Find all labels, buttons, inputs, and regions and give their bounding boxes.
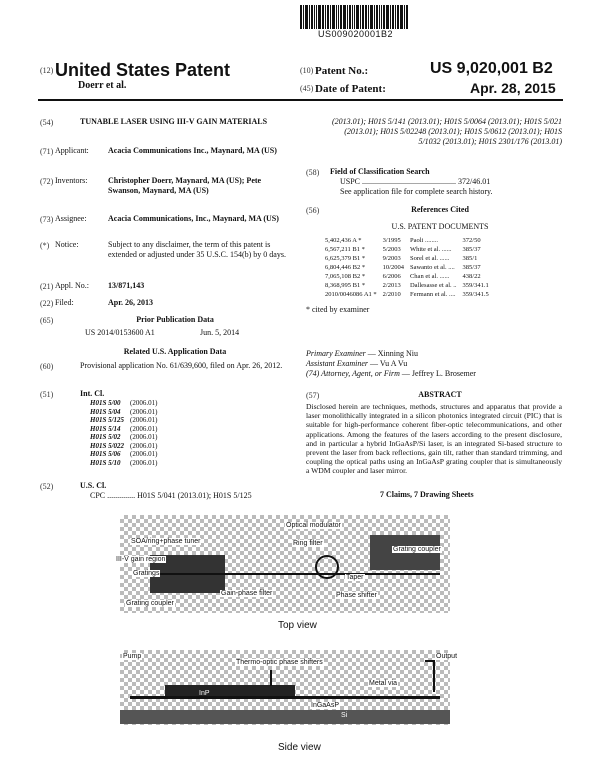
inventors-text: Christopher Doerr, Maynard, MA (US); Pete Swanson, Maynard, MA (US)	[108, 176, 262, 195]
abstract-code: (57)	[306, 391, 320, 400]
label-gain-region: III-V gain region	[116, 556, 166, 563]
label-ingaasp: InGaAsP	[311, 702, 340, 709]
abstract-text: Disclosed herein are techniques, methods, structures and apparatus that provide a laser monolithically integrated in a silicon photonics integrated circuit (PIC) that is suitable for high-performance coherent fiber-optic telecommunications, and other applications. Among the features of the lasers according to the present disclosure, and in particular a hybrid InGaAsP/Si laser, is an integrated Si-based structure to prevent the laser from back reflections, gain tilt, rather than standard trimming, and coupling the optical paths using an InGaAsP grating coupler that is simultaneously a WDM coupler and laser mirror.	[306, 402, 562, 476]
intcl-version: (2006.01)	[130, 407, 158, 416]
intcl-class: H01S 5/125	[90, 416, 125, 424]
filed-code: (22)	[40, 299, 54, 308]
uscl-code: (52)	[40, 482, 54, 491]
field-title: Field of Classification Search	[330, 167, 430, 176]
ref-date: 2/2013	[382, 282, 401, 289]
label-pump: Pump	[123, 653, 142, 660]
table-row	[90, 425, 163, 434]
barcode	[300, 5, 460, 29]
date-code: (45)	[300, 84, 314, 93]
notice-text: Subject to any disclaimer, the term of this patent is extended or adjusted under 35 U.S.C. 154(b) by 0 days.	[108, 240, 286, 259]
patent-no-code: (10)	[300, 66, 314, 75]
uscl-text: CPC .............. H01S 5/041 (2013.01); H01S 5/125	[90, 491, 252, 500]
inventors-label: Inventors:	[55, 176, 88, 185]
inventor-short: Doerr et al.	[78, 80, 127, 91]
refs-title: References Cited	[411, 205, 469, 214]
ref-name: Fermann et al. ....	[409, 291, 456, 298]
date-label: Date of Patent:	[315, 83, 386, 95]
appl-label: Appl. No.:	[55, 281, 89, 290]
primary-examiner-name: — Xinning Niu	[367, 349, 418, 358]
intcl-version: (2006.01)	[130, 458, 158, 467]
table-row	[322, 254, 492, 263]
assistant-examiner-name: — Vu A Vu	[370, 359, 408, 368]
metal-via	[270, 670, 272, 686]
country-code: (12)	[40, 66, 54, 75]
related-text: Provisional application No. 61/639,600, filed on Apr. 26, 2012.	[80, 361, 283, 370]
ref-date: 5/2003	[382, 246, 401, 253]
ref-name: Sorel et al. ......	[409, 255, 450, 262]
side-view-caption: Side view	[278, 742, 321, 753]
refs-code: (56)	[306, 206, 320, 215]
assistant-examiner	[306, 359, 407, 369]
intcl-class: H01S 5/10	[90, 458, 121, 467]
ref-class: 359/341.5	[462, 291, 489, 298]
table-row	[322, 281, 492, 290]
ref-date: 6/2006	[382, 273, 401, 280]
ref-number: 6,804,446 B2 *	[325, 264, 366, 271]
title-code: (54)	[40, 118, 54, 127]
ref-class: 385/37	[462, 264, 481, 271]
intcl-class: H01S 5/02	[90, 433, 121, 441]
ref-number: 6,567,211 B1 *	[325, 246, 365, 253]
intcl-class: H01S 5/14	[90, 424, 121, 433]
field-uspc: USPC ............................................... 372/46.01	[340, 177, 491, 186]
filed-date: Apr. 26, 2013	[108, 298, 154, 307]
si-substrate	[120, 710, 450, 724]
label-grating-coupler: Grating coupler	[393, 546, 441, 553]
ref-class: 438/22	[462, 273, 481, 280]
label-grating-coupler-left: Grating coupler	[126, 600, 174, 607]
ref-name: Sawanto et al. ....	[409, 264, 455, 271]
top-view-caption: Top view	[278, 620, 317, 631]
intcl-class: H01S 5/022	[90, 441, 125, 450]
ref-number: 2010/0046086 A1 *	[325, 291, 377, 298]
uscl-title: U.S. Cl.	[80, 481, 107, 490]
intcl-version: (2006.01)	[130, 450, 158, 458]
intcl-version: (2006.01)	[130, 399, 158, 407]
intcl-code: (51)	[40, 390, 54, 399]
primary-examiner-label: Primary Examiner	[306, 349, 366, 358]
label-ring-filter: Ring filter	[293, 540, 323, 547]
table-row	[322, 245, 492, 254]
applicant-label: Applicant:	[55, 146, 89, 155]
front-page-figure	[110, 510, 490, 765]
prior-pub-number: US 2014/0153600 A1	[85, 328, 155, 337]
claims-sheets: 7 Claims, 7 Drawing Sheets	[380, 490, 474, 499]
label-soa: SOA/ring+phase tuner	[131, 538, 201, 545]
label-taper: Taper	[346, 574, 364, 581]
table-row	[322, 290, 492, 299]
table-row	[322, 263, 492, 272]
waveguide	[140, 573, 440, 575]
filed-label: Filed:	[55, 298, 74, 307]
table-row	[90, 408, 163, 417]
cited-by-examiner: * cited by examiner	[306, 305, 370, 314]
field-code: (58)	[306, 168, 320, 177]
intcl-version: (2006.01)	[130, 433, 158, 441]
table-row	[90, 416, 163, 425]
refs-table	[322, 236, 492, 299]
assistant-examiner-label: Assistant Examiner	[306, 359, 368, 368]
patent-number: US 9,020,001 B2	[430, 60, 553, 77]
field-see: See application file for complete search history.	[340, 187, 493, 196]
table-row	[90, 399, 163, 408]
table-row	[90, 459, 163, 468]
ref-number: 8,368,995 B1 *	[325, 282, 366, 289]
label-output: Output	[436, 653, 458, 660]
label-gain-phase: Gain-phase filter	[221, 590, 273, 597]
assignee-text: Acacia Communications, Inc., Maynard, MA (US)	[108, 214, 279, 223]
prior-pub-title: Prior Publication Data	[136, 315, 214, 324]
intcl-class: H01S 5/00	[90, 399, 121, 407]
ring-filter-shape	[315, 555, 339, 579]
applicant-text: Acacia Communications Inc., Maynard, MA (US)	[108, 146, 277, 155]
patent-date: Apr. 28, 2015	[470, 80, 556, 96]
ref-date: 3/1995	[382, 237, 401, 244]
assignee-label: Assignee:	[55, 214, 87, 223]
ref-name: White et al. ......	[409, 246, 452, 253]
prior-pub-code: (65)	[40, 316, 54, 325]
attorney	[306, 369, 476, 379]
intcl-class: H01S 5/06	[90, 450, 121, 458]
table-row	[90, 433, 163, 442]
cpc-continued: (2013.01); H01S 5/141 (2013.01); H01S 5/0064 (2013.01); H01S 5/021 (2013.01); H01S 5/02248 (2013.01); H01S 5/0612 (2013.01); H01S 5/1032 (2013.01); H01S 2301/176 (2013.01)	[332, 117, 562, 146]
label-phase-shifter: Phase shifter	[336, 592, 377, 599]
ref-date: 10/2004	[382, 264, 404, 271]
ref-number: 5,402,436 A *	[325, 237, 362, 244]
inventors-code: (72)	[40, 177, 54, 186]
label-gratings: Gratings	[133, 570, 160, 577]
related-title: Related U.S. Application Data	[123, 347, 227, 356]
label-metal-via: Metal via	[369, 680, 398, 687]
notice-code: (*)	[40, 241, 50, 250]
ref-class: 385/37	[462, 246, 481, 253]
abstract-title: ABSTRACT	[418, 390, 462, 399]
barcode-number: US009020001B2	[318, 29, 394, 39]
attorney-label: (74) Attorney, Agent, or Firm	[306, 369, 400, 378]
patent-no-label: Patent No.:	[315, 65, 369, 77]
related-code: (60)	[40, 362, 54, 371]
appl-code: (21)	[40, 282, 54, 291]
table-row	[90, 442, 163, 451]
ingaasp-layer	[130, 696, 440, 699]
ref-number: 7,065,108 B2 *	[325, 273, 366, 280]
ref-name: Paoli ........	[409, 237, 438, 244]
table-row	[322, 236, 492, 245]
refs-subtitle: U.S. PATENT DOCUMENTS	[391, 222, 489, 231]
ref-class: 385/1	[462, 255, 478, 262]
label-thermo: Thermo-optic phase shifters	[236, 659, 323, 666]
assignee-code: (73)	[40, 215, 54, 224]
appl-number: 13/871,143	[108, 281, 145, 290]
table-row	[90, 450, 163, 459]
country-title: United States Patent	[55, 60, 231, 80]
ref-class: 359/341.1	[462, 282, 489, 289]
ref-name: Chan et al. ......	[409, 273, 450, 280]
primary-examiner	[306, 349, 418, 359]
ref-date: 2/2010	[382, 291, 401, 298]
header-rule	[38, 99, 563, 101]
ref-number: 6,625,379 B1 *	[325, 255, 366, 262]
attorney-name: — Jeffrey L. Brosemer	[401, 369, 476, 378]
intcl-version: (2006.01)	[130, 441, 158, 450]
intcl-title: Int. Cl.	[80, 389, 105, 398]
output-arrow	[425, 660, 435, 692]
patent-title: TUNABLE LASER USING III-V GAIN MATERIALS	[80, 117, 268, 126]
ref-class: 372/50	[462, 237, 481, 244]
intcl-class: H01S 5/04	[90, 407, 121, 416]
intcl-table	[90, 399, 163, 467]
notice-label: Notice:	[55, 240, 79, 249]
label-inp: InP	[199, 690, 210, 697]
ref-name: Dallesasse et al. ..	[409, 282, 457, 289]
applicant-code: (71)	[40, 147, 54, 156]
label-optical-modulator: Optical modulator	[286, 522, 341, 529]
ref-date: 9/2003	[382, 255, 401, 262]
table-row	[322, 272, 492, 281]
prior-pub-date: Jun. 5, 2014	[200, 328, 240, 337]
intcl-version: (2006.01)	[130, 416, 158, 424]
label-si: Si	[341, 712, 348, 719]
intcl-version: (2006.01)	[130, 424, 158, 433]
